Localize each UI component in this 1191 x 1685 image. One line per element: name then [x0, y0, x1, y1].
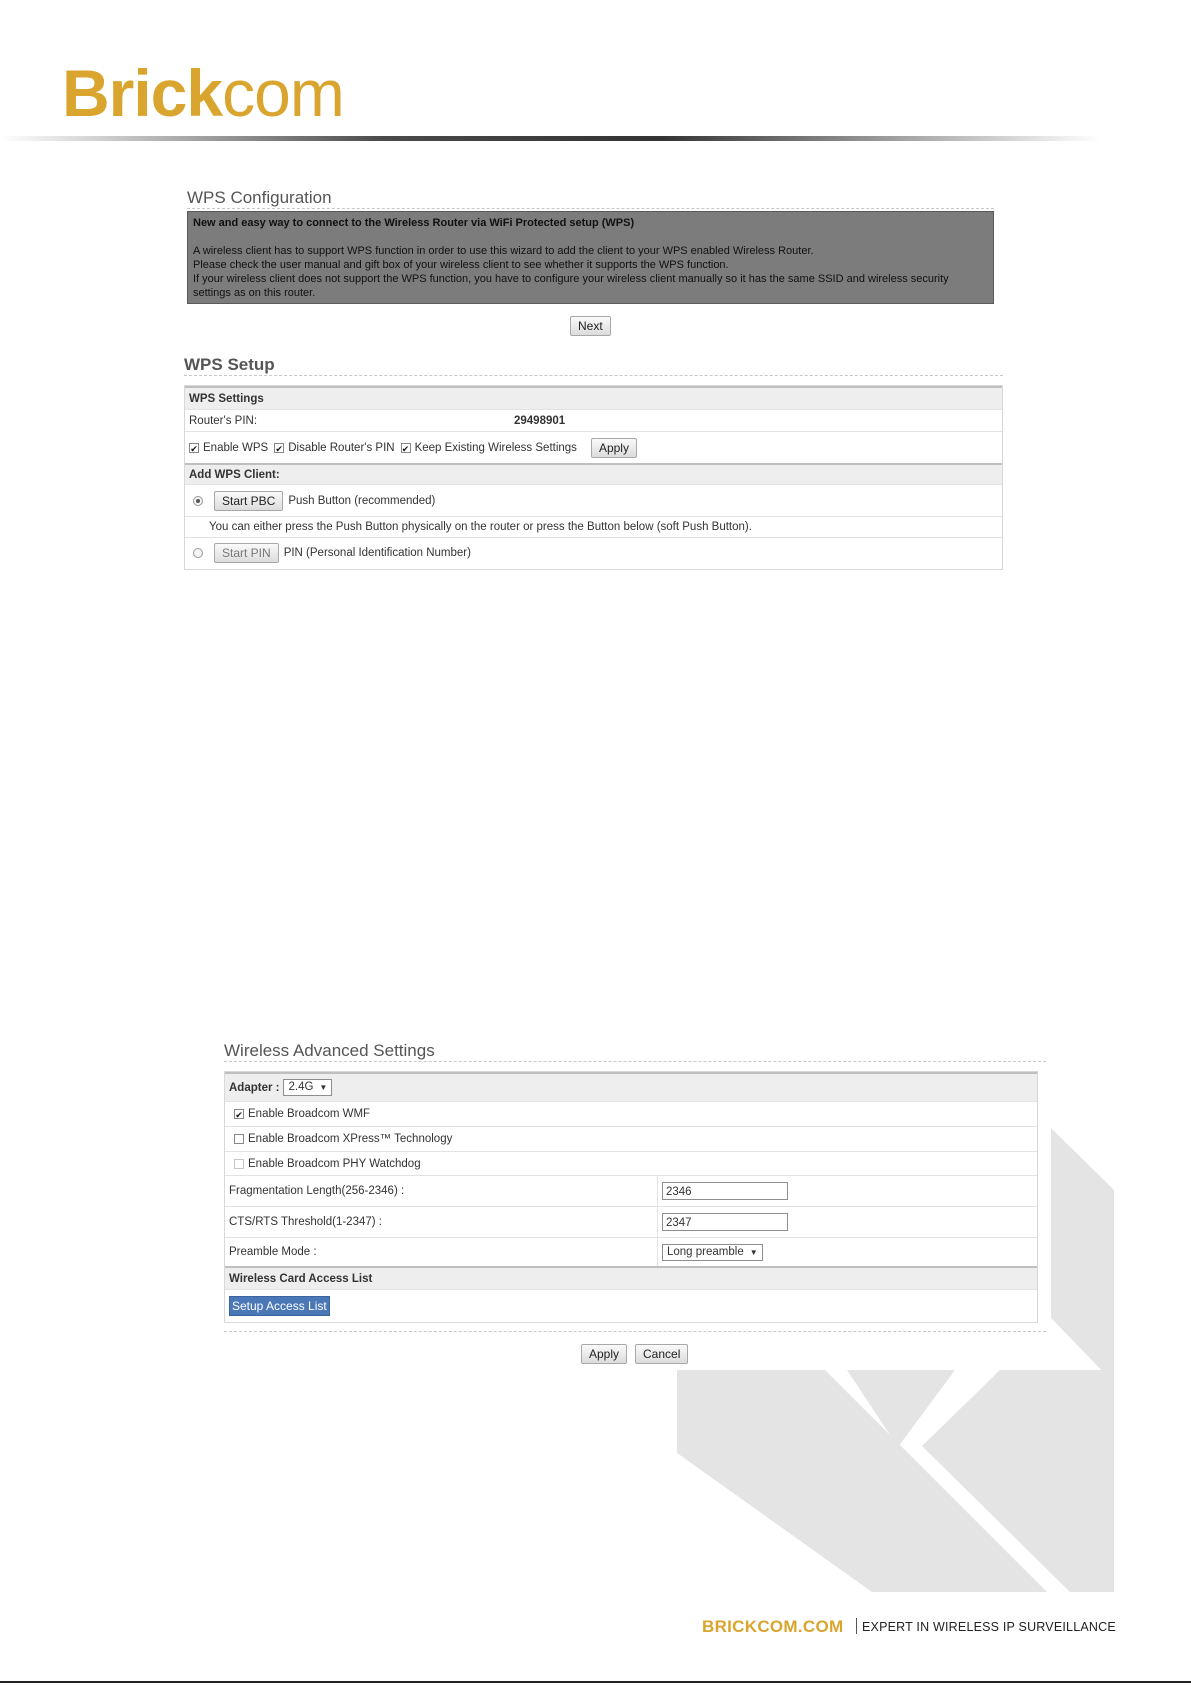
xpress-label: Enable Broadcom XPress™ Technology	[248, 1133, 453, 1145]
cts-rts-row	[225, 1207, 1037, 1238]
logo-bold-text: Brick	[62, 56, 223, 130]
wps-setup-title: WPS Setup	[184, 355, 275, 374]
wmf-row	[225, 1102, 1037, 1127]
keep-existing-settings-label: Keep Existing Wireless Settings	[414, 441, 577, 454]
wps-config-line: If your wireless client does not support the WPS function, you have to configure your wireless client manually so it has the same SSID and wireless security settings as on this router.	[193, 273, 949, 299]
logo-light-text: com	[222, 56, 344, 130]
preamble-row	[225, 1238, 1037, 1266]
adapter-select[interactable]	[283, 1079, 332, 1096]
phy-watchdog-checkbox[interactable]	[234, 1159, 244, 1169]
pbc-note: You can either press the Push Button physically on the router or press the Button below (soft Push Button).	[209, 521, 752, 533]
setup-access-list-button[interactable]: Setup Access List	[229, 1296, 330, 1316]
xpress-row	[225, 1127, 1037, 1152]
chevron-down-icon: ▼	[319, 1083, 328, 1092]
preamble-value: Long preamble	[667, 1245, 744, 1258]
cts-rts-label: CTS/RTS Threshold(1-2347) :	[229, 1216, 382, 1228]
pin-description: PIN (Personal Identification Number)	[283, 547, 471, 559]
wps-config-line: A wireless client has to support WPS function in order to use this wizard to add the client to your WPS enabled Wireless Router.	[193, 245, 814, 257]
pbc-radio[interactable]	[193, 496, 203, 506]
cts-rts-input[interactable]: 2347	[662, 1213, 788, 1231]
wps-apply-button[interactable]: Apply	[591, 438, 637, 458]
adapter-value: 2.4G	[288, 1081, 314, 1093]
wps-config-title: WPS Configuration	[187, 188, 332, 207]
router-pin-label: Router's PIN:	[189, 414, 258, 427]
divider	[184, 375, 1003, 376]
pbc-note-row	[185, 517, 1002, 538]
divider	[187, 208, 994, 209]
preamble-select[interactable]	[662, 1244, 763, 1261]
divider	[224, 1331, 1046, 1332]
router-pin-value: 29498901	[514, 414, 566, 427]
adapter-row	[225, 1072, 1037, 1102]
keep-existing-settings-checkbox[interactable]: ✔	[401, 443, 410, 454]
router-pin-row	[185, 410, 1002, 432]
wmf-label: Enable Broadcom WMF	[248, 1108, 371, 1120]
enable-wps-checkbox[interactable]: ✔	[190, 443, 198, 454]
xpress-checkbox[interactable]	[234, 1134, 244, 1144]
phy-watchdog-row	[225, 1152, 1037, 1176]
footer-separator	[856, 1618, 857, 1634]
wireless-advanced-title: Wireless Advanced Settings	[224, 1041, 435, 1060]
footer-tagline: EXPERT IN WIRELESS IP SURVEILLANCE	[862, 1620, 1116, 1634]
access-list-row	[225, 1290, 1037, 1321]
adapter-label: Adapter :	[229, 1081, 280, 1094]
chevron-down-icon: ▼	[749, 1247, 758, 1257]
next-button[interactable]: Next	[570, 316, 611, 336]
wps-config-headline: New and easy way to connect to the Wireless Router via WiFi Protected setup (WPS)	[193, 217, 635, 229]
divider	[224, 1061, 1046, 1062]
fragmentation-label: Fragmentation Length(256-2346) :	[229, 1185, 405, 1197]
enable-wps-label: Enable WPS	[203, 441, 269, 454]
footer-site: BRICKCOM.COM	[702, 1617, 844, 1636]
wps-config-info-box	[187, 211, 994, 304]
wireless-advanced-panel	[224, 1071, 1038, 1323]
wps-options-row	[185, 432, 1002, 463]
wps-setup-panel	[184, 385, 1003, 570]
pin-radio[interactable]	[193, 548, 203, 558]
start-pbc-button[interactable]: Start PBC	[214, 491, 283, 511]
fragmentation-input[interactable]: 2346	[662, 1182, 788, 1200]
phy-watchdog-label: Enable Broadcom PHY Watchdog	[248, 1157, 421, 1170]
preamble-label: Preamble Mode :	[229, 1246, 317, 1258]
pbc-description: Push Button (recommended)	[288, 494, 436, 507]
start-pin-button[interactable]: Start PIN	[214, 543, 279, 563]
disable-router-pin-label: Disable Router's PIN	[288, 441, 395, 454]
page-bottom-rule	[0, 1681, 1191, 1683]
disable-router-pin-checkbox[interactable]: ✔	[275, 443, 283, 454]
advanced-apply-button[interactable]: Apply	[581, 1344, 627, 1364]
wps-config-line: Please check the user manual and gift box of your wireless client to see whether it supports the WPS function.	[193, 259, 729, 271]
advanced-cancel-button[interactable]: Cancel	[635, 1344, 688, 1364]
pbc-row	[185, 485, 1002, 517]
fragmentation-row	[225, 1176, 1037, 1207]
pin-row	[185, 538, 1002, 568]
access-list-header: Wireless Card Access List	[225, 1266, 1037, 1290]
add-wps-client-header: Add WPS Client:	[185, 463, 1002, 485]
wps-settings-header: WPS Settings	[185, 386, 1002, 410]
wmf-checkbox[interactable]: ✔	[235, 1110, 243, 1120]
